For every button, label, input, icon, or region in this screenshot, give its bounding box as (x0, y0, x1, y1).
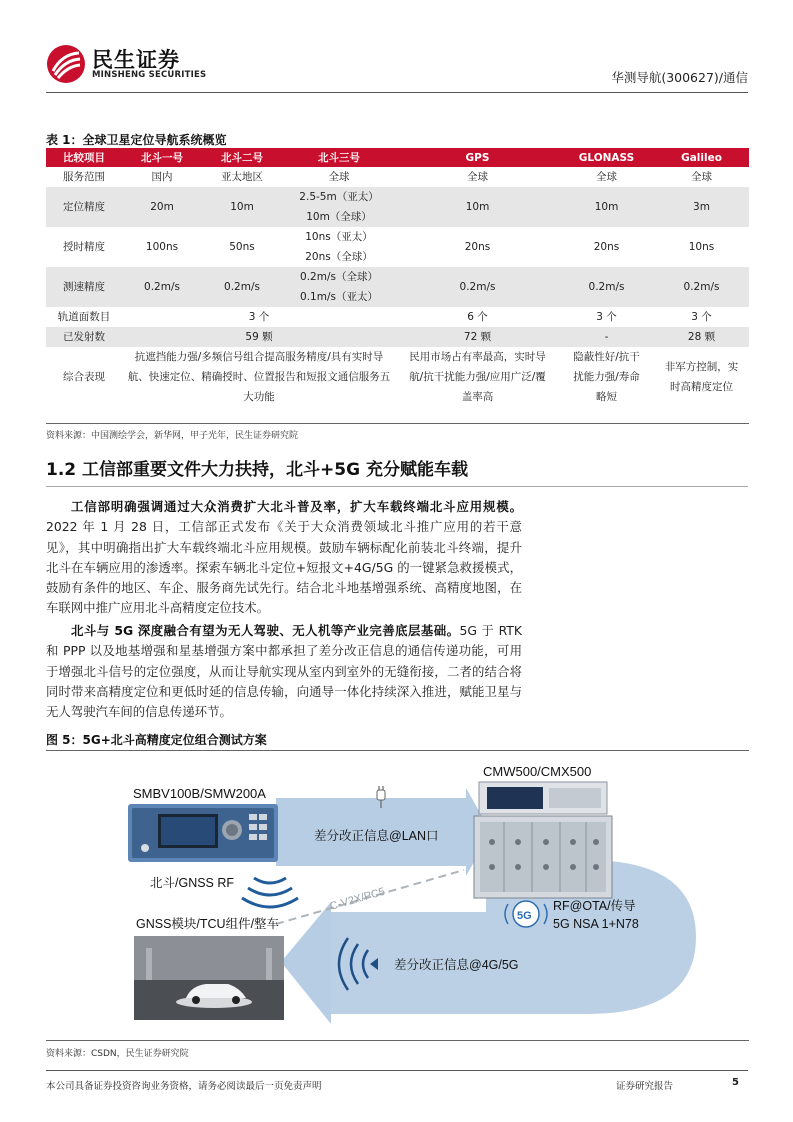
table-header: 北斗二号 (202, 148, 282, 167)
table-row (46, 187, 749, 207)
figure-title: 图 5：5G+北斗高精度定位组合测试方案 (46, 733, 267, 747)
table-cell: 20ns (559, 227, 654, 267)
table-cell: 20ns（全球） (282, 247, 396, 267)
table-row (46, 307, 749, 327)
table-cell: 10m（全球） (282, 207, 396, 227)
table-source: 资料来源：中国测绘学会，新华网，甲子光年，民生证券研究院 (46, 431, 299, 441)
figure-divider (46, 750, 749, 751)
table-cell: 59 颗 (122, 327, 396, 347)
table-cell: 20m (122, 187, 202, 227)
table-cell: 100ns (122, 227, 202, 267)
table-header: 比较项目 (46, 148, 122, 167)
table-cell: 28 颗 (654, 327, 749, 347)
table-row (46, 267, 749, 287)
row-label: 已发射数 (46, 327, 122, 347)
wireless-signal-icon (242, 878, 298, 907)
table-row (46, 227, 749, 247)
table-cell: 50ns (202, 227, 282, 267)
footer-report-type: 证券研究报告 (616, 1081, 674, 1092)
table-cell: 0.2m/s (559, 267, 654, 307)
cell-line: 非军方控制，实 (664, 361, 739, 373)
table-row (46, 167, 749, 187)
table-cell (654, 347, 749, 407)
signal-generator-icon (128, 804, 278, 862)
table-cell: 0.2m/s (122, 267, 202, 307)
table-cell: 全球 (559, 167, 654, 187)
cell-line: 航/抗干扰能力强/应用广泛/覆 (409, 371, 546, 383)
table-cell: 0.1m/s（亚太） (282, 287, 396, 307)
table-cell: 10m (396, 187, 559, 227)
row-label: 服务范围 (46, 167, 122, 187)
cell-line: 盖率高 (461, 391, 494, 403)
cell-line: 时高精度定位 (670, 381, 733, 393)
table-cell: 10ns（亚太） (282, 227, 396, 247)
figure-source-divider (46, 1040, 749, 1041)
table-cell (122, 347, 396, 407)
paragraph-2 (46, 621, 522, 722)
table-row (46, 327, 749, 347)
cell-line: 航、快速定位、精确授时、位置报告和短报文通信服务五 (127, 371, 391, 383)
table-row (46, 347, 749, 407)
table-cell: 全球 (396, 167, 559, 187)
table-cell: 0.2m/s（全球） (282, 267, 396, 287)
brand-name-cn: 民生证券 (92, 48, 180, 72)
footer-disclaimer: 本公司具备证券投资咨询业务资格，请务必阅读最后一页免责声明 (46, 1081, 322, 1092)
report-subject: 华测导航(300627)/通信 (611, 70, 748, 85)
table-cell: 6 个 (396, 307, 559, 327)
paragraph-1-lead: 工信部明确强调通过大众消费扩大北斗普及率，扩大车载终端北斗应用规模。 (71, 499, 522, 514)
table-cell: 72 颗 (396, 327, 559, 347)
table-cell: - (559, 327, 654, 347)
cell-line: 略短 (596, 391, 617, 403)
footer-divider (46, 1070, 748, 1071)
table-title: 表 1：全球卫星定位导航系统概览 (46, 133, 227, 147)
table-header: 北斗三号 (282, 148, 396, 167)
5g-badge-text: 5G (517, 910, 532, 922)
table-cell: 3 个 (559, 307, 654, 327)
page-number: 5 (732, 1077, 739, 1088)
table-cell: 2.5-5m（亚太） (282, 187, 396, 207)
paragraph-1 (46, 497, 522, 619)
ota-label-1: RF@OTA/传导 (553, 899, 636, 913)
cell-line: 民用市场占有率最高，实时导 (409, 351, 546, 363)
diff-4g-label: 差分改正信息@4G/5G (394, 958, 519, 972)
table-cell: 10ns (654, 227, 749, 267)
table-cell: 3 个 (122, 307, 396, 327)
table-cell: 10m (202, 187, 282, 227)
gnss-label: GNSS模块/TCU组件/整车 (136, 917, 280, 931)
paragraph-1-body: 2022 年 1 月 28 日，工信部正式发布《关于大众消费领域北斗推广应用的若干意见》，其中明确指出扩大车载终端北斗应用规模。鼓励车辆标配化前装北斗终端，提升北斗在车辆应用的渗透率。探索车辆北斗定位+短报文+4G/5G 的一键紧急救援模式，鼓励有条件的地区、车企、服务商先试先行。结合北斗地基增强系统、高精度地图，在车联网中推广应用北斗高精度定位技术。 (46, 519, 522, 616)
brand-name-en: MINSHENG SECURITIES (92, 70, 207, 80)
cell-line: 扰能力强/寿命 (573, 371, 640, 383)
table-cell: 亚太地区 (202, 167, 282, 187)
row-label: 定位精度 (46, 187, 122, 227)
minsheng-logo-icon (46, 44, 86, 84)
table-cell: 国内 (122, 167, 202, 187)
test-chamber-photo-icon (134, 936, 284, 1020)
gnss-comparison-table (46, 148, 749, 407)
table-header: 北斗一号 (122, 148, 202, 167)
table-header-row (46, 148, 749, 167)
v2x-label: C-V2X/PC5 (328, 885, 387, 913)
paragraph-2-lead: 北斗与 5G 深度融合有望为无人驾驶、无人机等产业完善底层基础。 (71, 623, 460, 638)
table-cell: 全球 (282, 167, 396, 187)
table-cell: 3 个 (654, 307, 749, 327)
table-cell: 10m (559, 187, 654, 227)
cell-line: 大功能 (243, 391, 275, 403)
table-cell: 20ns (396, 227, 559, 267)
table-source-divider (46, 423, 749, 424)
row-label: 测速精度 (46, 267, 122, 307)
header-divider (46, 92, 748, 93)
test-scheme-diagram (46, 752, 749, 1038)
rf-label: 北斗/GNSS RF (150, 876, 235, 890)
table-cell: 0.2m/s (202, 267, 282, 307)
smbv-label: SMBV100B/SMW200A (133, 786, 266, 801)
cell-line: 抗遮挡能力强/多频信号组合提高服务精度/具有实时导 (134, 351, 384, 363)
table-cell (396, 347, 559, 407)
lan-label: 差分改正信息@LAN口 (314, 829, 439, 843)
table-cell (559, 347, 654, 407)
table-header: GPS (396, 148, 559, 167)
table-header: Galileo (654, 148, 749, 167)
row-label: 授时精度 (46, 227, 122, 267)
section-title: 1.2 工信部重要文件大力扶持，北斗+5G 充分赋能车载 (46, 460, 468, 480)
table-cell: 3m (654, 187, 749, 227)
radio-tester-icon (474, 782, 612, 898)
cmw-label: CMW500/CMX500 (483, 764, 592, 779)
section-divider (46, 486, 748, 487)
row-label: 综合表现 (46, 347, 122, 407)
cell-line: 隐蔽性好/抗干 (573, 351, 640, 363)
figure-source: 资料来源：CSDN，民生证券研究院 (46, 1049, 189, 1059)
row-label: 轨道面数目 (46, 307, 122, 327)
table-cell: 0.2m/s (396, 267, 559, 307)
ota-label-2: 5G NSA 1+N78 (553, 917, 639, 931)
table-cell: 0.2m/s (654, 267, 749, 307)
page-header (46, 40, 748, 92)
paragraph-2-body: 5G 于 RTK 和 PPP 以及地基增强和星基增强方案中都承担了差分改正信息的通信传递功能，可用于增强北斗信号的定位强度，从而让导航实现从室内到室外的无缝衔接，二者的结合将同时带来高精度定位和更低时延的信息传输，向通导一体化持续深入推进，赋能卫星与无人驾驶汽车间的信息传递环节。 (46, 623, 522, 720)
table-cell: 全球 (654, 167, 749, 187)
table-header: GLONASS (559, 148, 654, 167)
